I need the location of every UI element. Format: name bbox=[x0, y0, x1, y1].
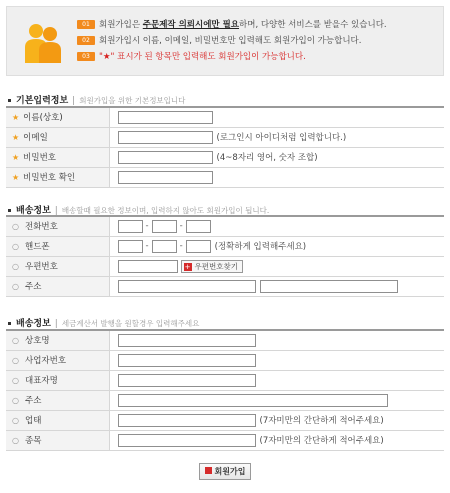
phone-input-2[interactable] bbox=[152, 220, 177, 233]
bullet-circle-icon: ○ bbox=[12, 416, 19, 425]
required-star-icon: ★ bbox=[12, 133, 20, 142]
search-icon: + bbox=[184, 262, 191, 271]
business-number-input[interactable] bbox=[118, 354, 256, 367]
bullet-circle-icon: ○ bbox=[12, 336, 19, 346]
email-label: 이메일 bbox=[23, 133, 48, 143]
notice-badge-3: 03 bbox=[77, 52, 95, 61]
required-star-icon: ★ bbox=[12, 113, 20, 123]
email-input[interactable] bbox=[118, 131, 213, 144]
bullet-icon bbox=[8, 209, 11, 212]
representative-row bbox=[6, 370, 444, 390]
mobile-input-2[interactable] bbox=[152, 240, 177, 253]
name-label: 이름(상호) bbox=[23, 113, 63, 124]
notice-emphasis: 주문제작 의뢰시에만 필요 bbox=[142, 20, 240, 30]
bullet-icon bbox=[8, 99, 11, 102]
basic-info-table bbox=[6, 106, 444, 188]
zipcode-label: 우편번호 bbox=[24, 262, 58, 272]
notice-badge-1: 01 bbox=[77, 20, 95, 29]
billing-address-row bbox=[6, 390, 444, 410]
billing-section-title: 배송정보 | 세금계산서 발행을 원할경우 입력해주세요 bbox=[8, 316, 199, 329]
email-row bbox=[6, 127, 444, 147]
bullet-icon bbox=[8, 322, 11, 325]
required-star-icon: ★ bbox=[12, 173, 20, 182]
bullet-circle-icon: ○ bbox=[12, 396, 19, 405]
address-row bbox=[6, 276, 444, 296]
zipcode-input[interactable] bbox=[118, 260, 178, 273]
password-label: 비밀번호 bbox=[23, 153, 57, 163]
mobile-input-3[interactable] bbox=[186, 240, 211, 253]
email-hint: (로그인시 아이디처럼 입력합니다.) bbox=[216, 133, 347, 143]
business-type-row bbox=[6, 410, 444, 430]
required-star-icon: ★ bbox=[12, 153, 20, 162]
bullet-circle-icon: ○ bbox=[12, 436, 19, 445]
phone-row: ○ 전화번호 - - bbox=[6, 216, 444, 236]
company-name-input[interactable] bbox=[118, 334, 256, 347]
bullet-circle-icon: ○ bbox=[12, 356, 19, 365]
business-type-hint: (7자미만의 간단하게 적어주세요) bbox=[259, 416, 384, 426]
arrow-icon bbox=[205, 467, 212, 474]
mobile-hint: (정확하게 입력해주세요) bbox=[214, 242, 307, 252]
bullet-circle-icon: ○ bbox=[12, 262, 19, 271]
phone-input-3[interactable] bbox=[186, 220, 211, 233]
zipcode-row bbox=[6, 256, 444, 276]
mobile-row: ○ 핸드폰 - - (정확하게 입력해주세요) bbox=[6, 236, 444, 256]
password-confirm-row bbox=[6, 167, 444, 187]
address-input-1[interactable] bbox=[118, 280, 256, 293]
business-item-hint: (7자미만의 간단하게 적어주세요) bbox=[259, 436, 384, 446]
delivery-section-title: 배송정보 | 배송할때 필요한 정보이며, 입력하지 않아도 회원가입이 됩니다. bbox=[8, 203, 269, 216]
business-item-input[interactable] bbox=[118, 434, 256, 447]
bullet-circle-icon: ○ bbox=[12, 242, 19, 251]
password-hint: (4~8자리 영어, 숫자 조합) bbox=[216, 153, 318, 163]
company-name-row bbox=[6, 330, 444, 350]
password-row bbox=[6, 147, 444, 167]
notice-line-3: 03 "★" 표시가 된 항목만 입력해도 회원가입이 가능합니다. bbox=[77, 50, 306, 62]
business-item-label: 종목 bbox=[24, 436, 42, 446]
mobile-label: 핸드폰 bbox=[24, 242, 50, 252]
billing-address-input[interactable] bbox=[118, 394, 388, 407]
notice-line-2: 02 회원가입시 이름, 이메일, 비밀번호만 입력해도 회원가입이 가능합니다. bbox=[77, 34, 361, 46]
basic-section-title: 기본입력정보 | 회원가입을 위한 기본정보입니다 bbox=[8, 93, 185, 106]
address-input-2[interactable] bbox=[260, 280, 398, 293]
delivery-info-table bbox=[6, 215, 444, 297]
notice-line-1: 01 회원가입은 주문제작 의뢰시에만 필요하며, 다양한 서비스를 받을수 있습니다. bbox=[77, 18, 387, 30]
zipcode-search-button[interactable]: + 우편번호찾기 bbox=[181, 260, 243, 273]
business-type-input[interactable] bbox=[118, 414, 256, 427]
company-name-label: 상호명 bbox=[24, 336, 50, 347]
bullet-circle-icon: ○ bbox=[12, 376, 19, 385]
password-input[interactable] bbox=[118, 151, 213, 164]
members-icon bbox=[21, 21, 65, 65]
phone-label: 전화번호 bbox=[24, 222, 58, 233]
password-confirm-input[interactable] bbox=[118, 171, 213, 184]
name-row bbox=[6, 107, 444, 127]
notice-box bbox=[6, 6, 444, 76]
representative-input[interactable] bbox=[118, 374, 256, 387]
representative-label: 대표자명 bbox=[24, 376, 58, 386]
star-icon: ★ bbox=[102, 52, 111, 62]
billing-info-table bbox=[6, 329, 444, 451]
join-button[interactable]: 회원가입 bbox=[199, 463, 251, 480]
mobile-input-1[interactable] bbox=[118, 240, 143, 253]
phone-input-1[interactable] bbox=[118, 220, 143, 233]
billing-address-label: 주소 bbox=[24, 396, 42, 406]
bullet-circle-icon: ○ bbox=[12, 282, 19, 291]
business-type-label: 업태 bbox=[24, 416, 42, 426]
business-number-row bbox=[6, 350, 444, 370]
address-label: 주소 bbox=[24, 282, 42, 292]
notice-badge-2: 02 bbox=[77, 36, 95, 45]
bullet-circle-icon: ○ bbox=[12, 222, 19, 232]
business-item-row bbox=[6, 430, 444, 450]
password-confirm-label: 비밀번호 확인 bbox=[23, 173, 76, 183]
name-input[interactable] bbox=[118, 111, 213, 124]
business-number-label: 사업자번호 bbox=[24, 356, 67, 366]
